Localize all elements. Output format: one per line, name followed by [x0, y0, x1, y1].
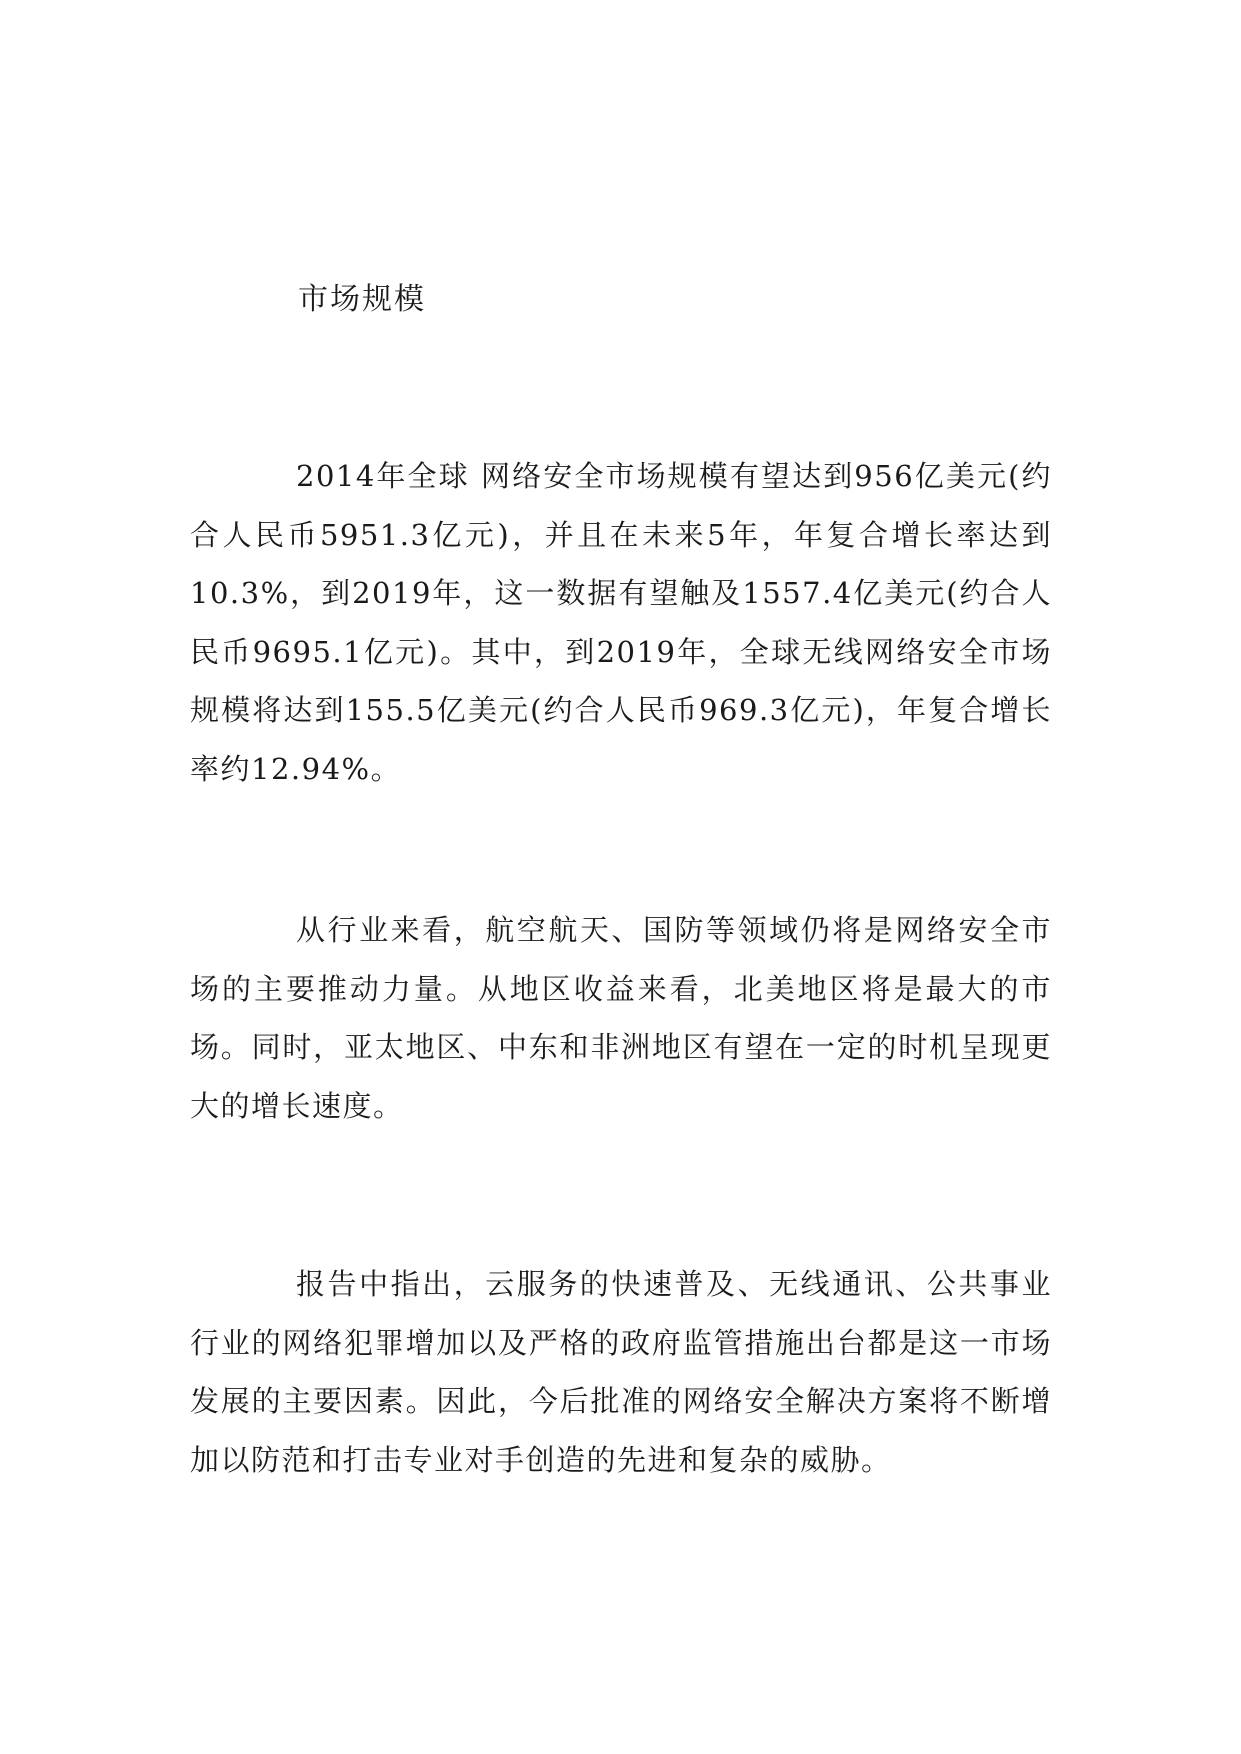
paragraph-industry-regions: 从行业来看，航空航天、国防等领域仍将是网络安全市场的主要推动力量。从地区收益来看，北美地区将是最大的市场。同时，亚太地区、中东和非洲地区有望在一定的时机呈现更大的增长速度。: [190, 913, 1052, 1123]
section-heading: 市场规模: [298, 282, 426, 317]
paragraph-growth-factors: 报告中指出，云服务的快速普及、无线通讯、公共事业行业的网络犯罪增加以及严格的政府监管措施出台都是这一市场发展的主要因素。因此，今后批准的网络安全解决方案将不断增加以防范和打击专业对手创造的先进和复杂的威胁。: [190, 1267, 1052, 1477]
paragraph-market-size: 2014年全球 网络安全市场规模有望达到956亿美元(约合人民币5951.3亿元)，并且在未来5年，年复合增长率达到10.3%，到2019年，这一数据有望触及1557.4亿美元(约合人民币9695.1亿元)。其中，到2019年，全球无线网络安全市场规模将达到155.5亿美元(约合人民币969.3亿元)，年复合增长率约12.94%。: [190, 459, 1052, 786]
